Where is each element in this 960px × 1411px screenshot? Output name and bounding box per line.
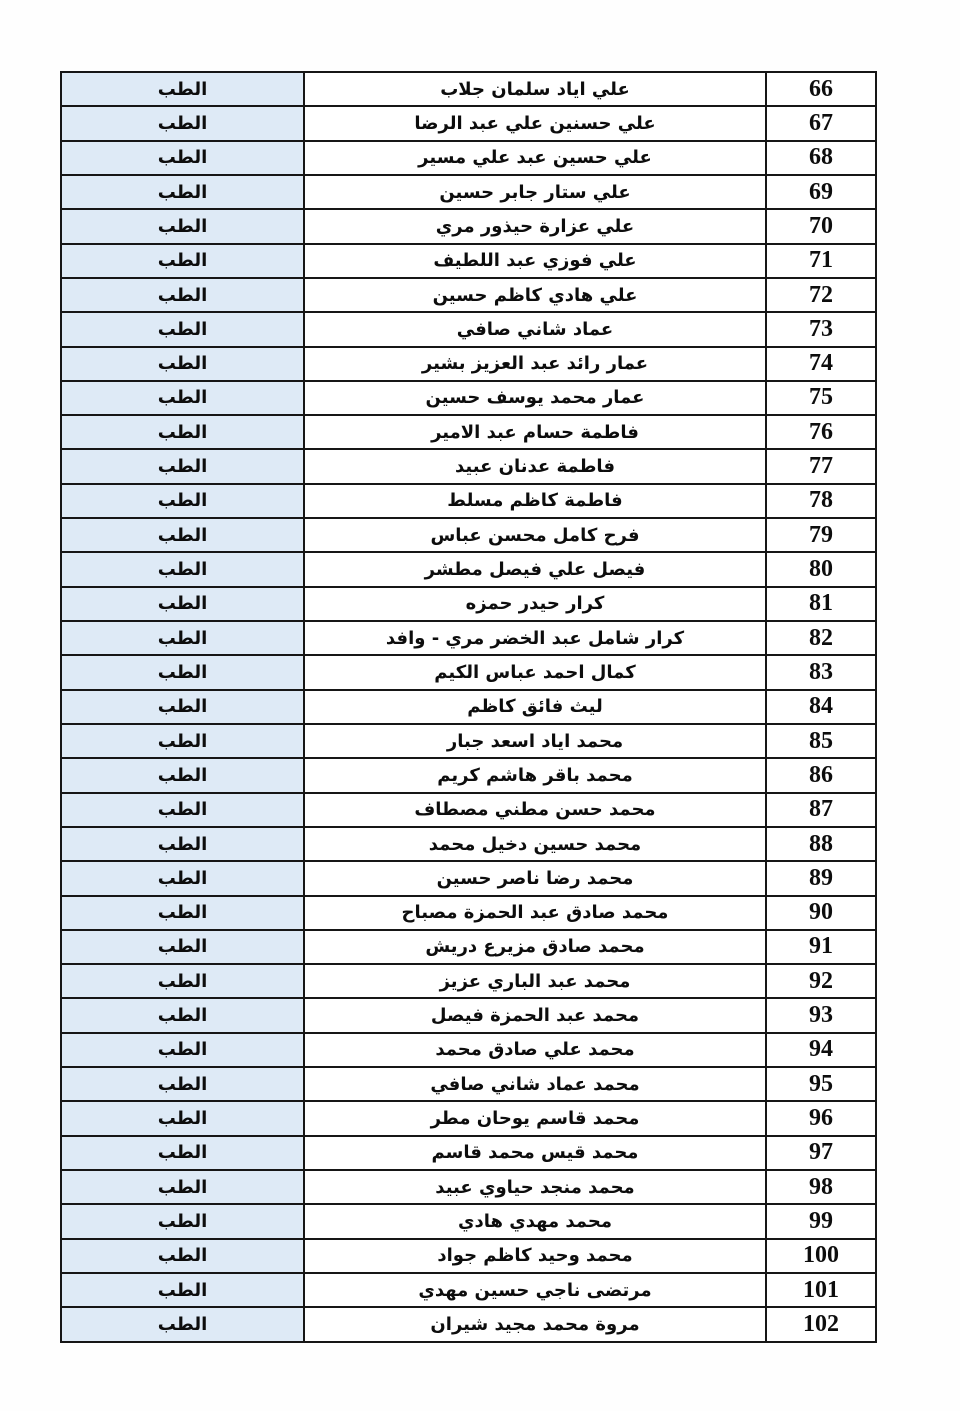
table-row [61, 449, 876, 483]
department-cell: الطب [61, 861, 304, 895]
department-cell: الطب [61, 415, 304, 449]
student-name-cell: علي هادي كاظم حسين [304, 278, 766, 312]
student-name-cell: علي حسنين علي عبد الرضا [304, 106, 766, 140]
table-row [61, 552, 876, 586]
department-cell: الطب [61, 1101, 304, 1135]
student-name-cell: عماد شاني صافي [304, 312, 766, 346]
student-name-cell: محمد باقر هاشم كريم [304, 758, 766, 792]
department-cell: الطب [61, 278, 304, 312]
student-name-cell: مرتضى ناجي حسين مهدي [304, 1273, 766, 1307]
table-row [61, 827, 876, 861]
table-row [61, 587, 876, 621]
row-number-cell: 73 [766, 312, 876, 346]
student-name-cell: محمد صادق عبد الحمزة مصباح [304, 896, 766, 930]
row-number-cell: 78 [766, 484, 876, 518]
table-row [61, 964, 876, 998]
department-cell: الطب [61, 827, 304, 861]
row-number-cell: 97 [766, 1136, 876, 1170]
row-number-cell: 98 [766, 1170, 876, 1204]
student-name-cell: علي عزارة حيذور مري [304, 209, 766, 243]
table-row [61, 1067, 876, 1101]
row-number-cell: 101 [766, 1273, 876, 1307]
table-row [61, 758, 876, 792]
row-number-cell: 89 [766, 861, 876, 895]
row-number-cell: 94 [766, 1033, 876, 1067]
department-cell: الطب [61, 724, 304, 758]
student-name-cell: محمد مهدي هادي [304, 1204, 766, 1238]
row-number-cell: 74 [766, 347, 876, 381]
row-number-cell: 87 [766, 793, 876, 827]
student-name-cell: علي فوزي عبد اللطيف [304, 244, 766, 278]
department-cell: الطب [61, 106, 304, 140]
table-row [61, 518, 876, 552]
student-name-cell: محمد عبد الباري عزيز [304, 964, 766, 998]
department-cell: الطب [61, 964, 304, 998]
row-number-cell: 81 [766, 587, 876, 621]
department-cell: الطب [61, 72, 304, 106]
table-row [61, 1204, 876, 1238]
table-row [61, 141, 876, 175]
table-row [61, 1136, 876, 1170]
student-name-cell: عمار محمد يوسف حسين [304, 381, 766, 415]
row-number-cell: 82 [766, 621, 876, 655]
table-row [61, 998, 876, 1032]
student-name-cell: محمد علي صادق محمد [304, 1033, 766, 1067]
row-number-cell: 75 [766, 381, 876, 415]
row-number-cell: 80 [766, 552, 876, 586]
student-name-cell: كرار حيدر حمزه [304, 587, 766, 621]
table-row [61, 347, 876, 381]
student-name-cell: محمد عماد شاني صافي [304, 1067, 766, 1101]
table-row [61, 1033, 876, 1067]
table-row [61, 1101, 876, 1135]
department-cell: الطب [61, 1067, 304, 1101]
table-row [61, 1170, 876, 1204]
table-row [61, 415, 876, 449]
row-number-cell: 84 [766, 690, 876, 724]
student-name-cell: محمد عبد الحمزة فيصل [304, 998, 766, 1032]
student-name-cell: مروة محمد مجيد شيران [304, 1307, 766, 1342]
row-number-cell: 100 [766, 1239, 876, 1273]
student-name-cell: فيصل علي فيصل مطشر [304, 552, 766, 586]
student-name-cell: فاطمة كاظم مسلط [304, 484, 766, 518]
department-cell: الطب [61, 587, 304, 621]
student-name-cell: محمد قاسم يوحان مطر [304, 1101, 766, 1135]
table-row [61, 278, 876, 312]
department-cell: الطب [61, 1033, 304, 1067]
row-number-cell: 93 [766, 998, 876, 1032]
table-row [61, 209, 876, 243]
row-number-cell: 79 [766, 518, 876, 552]
department-cell: الطب [61, 312, 304, 346]
student-name-cell: محمد حسن مطني مصطاف [304, 793, 766, 827]
student-name-cell: محمد رضا ناصر حسين [304, 861, 766, 895]
student-name-cell: كمال احمد عباس الكيم [304, 655, 766, 689]
department-cell: الطب [61, 1204, 304, 1238]
student-name-cell: عمار رائد عبد العزيز بشير [304, 347, 766, 381]
table-row [61, 793, 876, 827]
department-cell: الطب [61, 518, 304, 552]
student-name-cell: محمد منجد حياوي عبيد [304, 1170, 766, 1204]
table-row [61, 106, 876, 140]
table-row [61, 312, 876, 346]
row-number-cell: 68 [766, 141, 876, 175]
department-cell: الطب [61, 758, 304, 792]
table-row [61, 724, 876, 758]
department-cell: الطب [61, 141, 304, 175]
row-number-cell: 96 [766, 1101, 876, 1135]
row-number-cell: 102 [766, 1307, 876, 1342]
department-cell: الطب [61, 1239, 304, 1273]
row-number-cell: 69 [766, 175, 876, 209]
table-row [61, 690, 876, 724]
table-row [61, 861, 876, 895]
student-name-cell: علي ستار جابر حسين [304, 175, 766, 209]
row-number-cell: 67 [766, 106, 876, 140]
row-number-cell: 72 [766, 278, 876, 312]
row-number-cell: 70 [766, 209, 876, 243]
row-number-cell: 66 [766, 72, 876, 106]
department-cell: الطب [61, 621, 304, 655]
table-row [61, 655, 876, 689]
row-number-cell: 77 [766, 449, 876, 483]
table-row [61, 1273, 876, 1307]
student-name-cell: محمد وحيد كاظم جواد [304, 1239, 766, 1273]
student-name-cell: محمد صادق مزيرع دريش [304, 930, 766, 964]
department-cell: الطب [61, 1136, 304, 1170]
department-cell: الطب [61, 1307, 304, 1342]
table-row [61, 381, 876, 415]
table-row [61, 896, 876, 930]
student-name-cell: فاطمة عدنان عبيد [304, 449, 766, 483]
row-number-cell: 90 [766, 896, 876, 930]
department-cell: الطب [61, 930, 304, 964]
department-cell: الطب [61, 381, 304, 415]
student-name-cell: علي اياد سلمان جلاب [304, 72, 766, 106]
student-name-cell: فرح كامل محسن عباس [304, 518, 766, 552]
table-row [61, 1239, 876, 1273]
row-number-cell: 83 [766, 655, 876, 689]
students-table [60, 71, 877, 1343]
table-row [61, 484, 876, 518]
department-cell: الطب [61, 1170, 304, 1204]
row-number-cell: 76 [766, 415, 876, 449]
table-row [61, 1307, 876, 1342]
department-cell: الطب [61, 484, 304, 518]
row-number-cell: 86 [766, 758, 876, 792]
student-name-cell: علي حسين عبد علي مسير [304, 141, 766, 175]
row-number-cell: 71 [766, 244, 876, 278]
table-row [61, 244, 876, 278]
row-number-cell: 92 [766, 964, 876, 998]
row-number-cell: 99 [766, 1204, 876, 1238]
student-name-cell: ليث فائق كاظم [304, 690, 766, 724]
department-cell: الطب [61, 347, 304, 381]
student-name-cell: فاطمة حسام عبد الامير [304, 415, 766, 449]
row-number-cell: 88 [766, 827, 876, 861]
department-cell: الطب [61, 1273, 304, 1307]
table-body [61, 72, 876, 1342]
student-name-cell: كرار شامل عبد الخضر مري - وافد [304, 621, 766, 655]
row-number-cell: 85 [766, 724, 876, 758]
table-row [61, 72, 876, 106]
department-cell: الطب [61, 449, 304, 483]
department-cell: الطب [61, 998, 304, 1032]
student-name-cell: محمد قيس محمد قاسم [304, 1136, 766, 1170]
department-cell: الطب [61, 244, 304, 278]
department-cell: الطب [61, 896, 304, 930]
department-cell: الطب [61, 175, 304, 209]
table-row [61, 621, 876, 655]
student-name-cell: محمد اياد اسعد جبار [304, 724, 766, 758]
department-cell: الطب [61, 793, 304, 827]
department-cell: الطب [61, 690, 304, 724]
row-number-cell: 95 [766, 1067, 876, 1101]
department-cell: الطب [61, 209, 304, 243]
department-cell: الطب [61, 655, 304, 689]
table-row [61, 930, 876, 964]
department-cell: الطب [61, 552, 304, 586]
student-name-cell: محمد حسين دخيل محمد [304, 827, 766, 861]
table-row [61, 175, 876, 209]
row-number-cell: 91 [766, 930, 876, 964]
